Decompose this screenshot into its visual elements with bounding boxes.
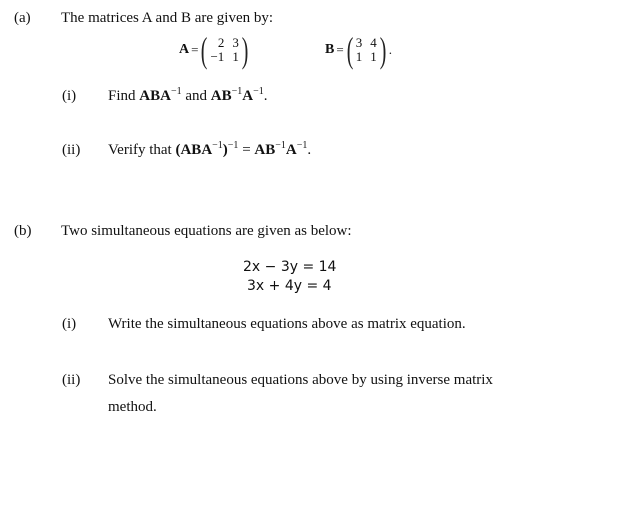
part-a-q2-label: (ii) [62,142,81,158]
part-a-label: (a) [14,10,31,26]
matrix-b-entries [356,36,377,63]
part-b-intro: Two simultaneous equations are given as below: [61,223,352,239]
matrix-b-entry: 3 [355,35,363,51]
matrix-b-entry: 1 [355,49,363,64]
part-a-q1-label: (i) [62,88,77,104]
matrix-b-equals: = [336,42,344,57]
matrix-a-name: A [179,42,190,57]
part-a-intro: The matrices A and B are given by: [61,10,274,26]
part-a-q1-text: Find $ABA^{-1}$ and $AB^{-1}A^{-1}$. [108,86,268,104]
matrix-a [179,32,251,68]
matrix-b-suffix: . [388,42,392,57]
matrix-a-entry: 2 [217,35,225,51]
matrix-b-name: B [325,42,335,57]
matrix-b-left-paren: ( [346,30,353,70]
equation-1: 2x − 3y = 14 [243,259,337,275]
matrix-a-entries [210,36,238,63]
matrix-a-entry: 3 [232,35,239,51]
matrix-a-left-paren: ( [201,30,208,70]
matrix-a-entry: −1 [210,49,225,64]
matrix-b-right-paren: ) [379,30,386,70]
matrix-a-right-paren: ) [241,30,249,70]
matrix-a-entry: 1 [232,49,239,64]
part-b-q2-line1: Solve the simultaneous equations above by using inverse matrix [108,372,493,388]
matrix-b-entry: 1 [370,49,377,64]
matrix-b-entry: 4 [370,35,377,51]
matrix-a-equals: = [191,42,199,57]
part-b-label: (b) [14,223,32,239]
part-b-q2-label: (ii) [62,372,81,388]
equation-2: 3x + 4y = 4 [247,278,332,294]
part-a-q2-text: Verify that $(ABA^{-1})^{-1} = AB^{-1}A^{-1}$. [108,140,312,158]
part-b-q1-text: Write the simultaneous equations above as matrix equation. [108,316,466,332]
part-b-q2-line2: method. [108,399,157,415]
matrix-b [325,32,392,68]
part-b-q1-label: (i) [62,316,77,332]
